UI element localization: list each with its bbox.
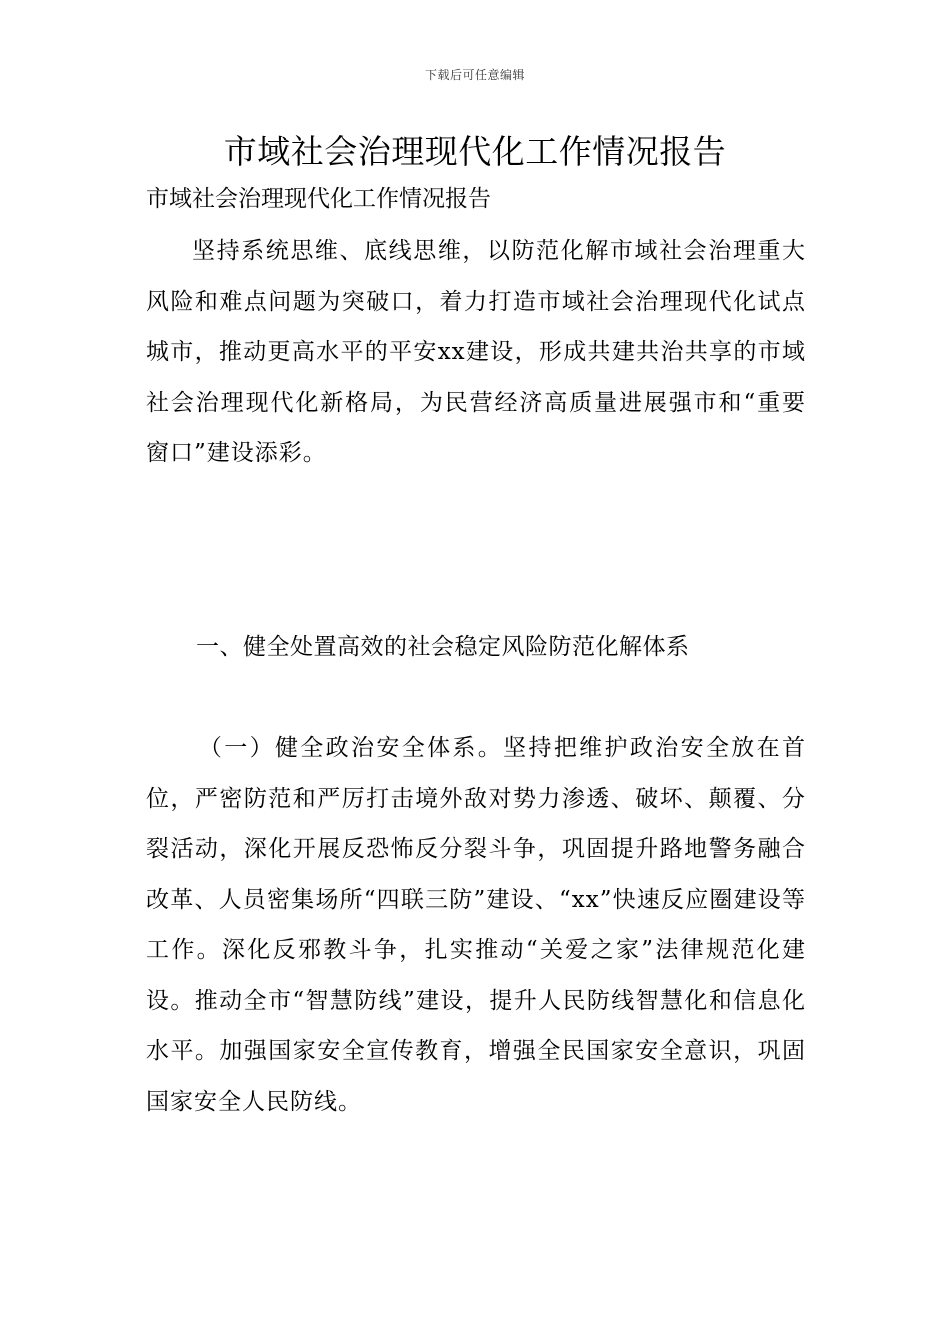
document-title: 市域社会治理现代化工作情况报告 (223, 132, 727, 171)
intro-paragraph: 坚持系统思维、底线思维，以防范化解市域社会治理重大风险和难点问题为突破口，着力打造市域社会治理现代化试点城市，推动更高水平的平安xx建设，形成共建共治共享的市域社会治理现代化新格局，为民营经济高质量进展强市和“重要窗口”建设添彩。 (146, 238, 806, 466)
subsection-paragraph: （一）健全政治安全体系。坚持把维护政治安全放在首位，严密防范和严厉打击境外敌对势力渗透、破坏、颠覆、分裂活动，深化开展反恐怖反分裂斗争，巩固提升路地警务融合改革、人员密集场所“四联三防”建设、“xx”快速反应圈建设等工作。深化反邪教斗争，扎实推动“关爱之家”法律规范化建设。推动全市“智慧防线”建设，提升人民防线智慧化和信息化水平。加强国家安全宣传教育，增强全民国家安全意识，巩固国家安全人民防线。 (146, 735, 806, 1115)
section-heading: 一、健全处置高效的社会稳定风险防范化解体系 (196, 634, 690, 660)
header-note: 下载后可任意编辑 (424, 68, 525, 82)
document-subtitle: 市域社会治理现代化工作情况报告 (146, 186, 491, 212)
